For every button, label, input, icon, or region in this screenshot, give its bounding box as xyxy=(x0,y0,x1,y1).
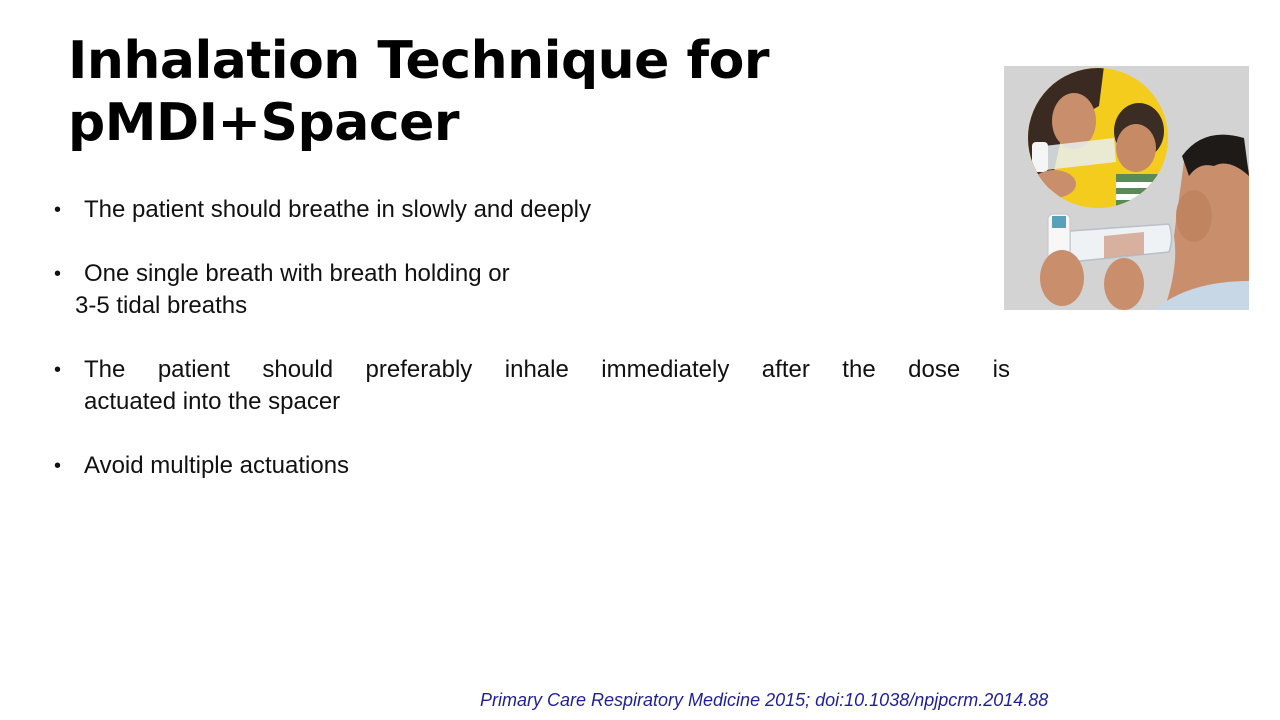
bullet-text-line1: One single breath with breath holding or xyxy=(84,260,510,287)
bullet-text: Avoid multiple actuations xyxy=(84,452,350,479)
bullet-list xyxy=(52,194,1010,514)
bullet-item xyxy=(52,194,1010,226)
bullet-item xyxy=(52,450,1010,482)
slide-title-line1: Inhalation Technique for xyxy=(68,31,770,91)
bullet-text-line2: actuated into the spacer xyxy=(84,388,341,415)
inhaler-illustration xyxy=(1004,66,1249,310)
slide-title xyxy=(68,30,828,154)
bullet-marker: • xyxy=(54,455,62,477)
bullet-text-line2: 3-5 tidal breaths xyxy=(75,292,248,319)
bullet-text-line1: The patient should preferably inhale immediately after the dose is xyxy=(84,356,1010,383)
bullet-marker: • xyxy=(54,199,62,221)
slide-title-line2: pMDI+Spacer xyxy=(68,93,460,153)
bullet-marker: • xyxy=(54,359,62,381)
bullet-marker: • xyxy=(54,263,62,285)
bullet-item xyxy=(52,258,1010,322)
citation-reference: Primary Care Respiratory Medicine 2015; doi:10.1038/npjpcrm.2014.88 xyxy=(480,690,1049,710)
bullet-text: The patient should breathe in slowly and deeply xyxy=(84,196,591,223)
inhaler-spacer-photo xyxy=(1004,66,1249,310)
bullet-item xyxy=(52,354,1010,418)
